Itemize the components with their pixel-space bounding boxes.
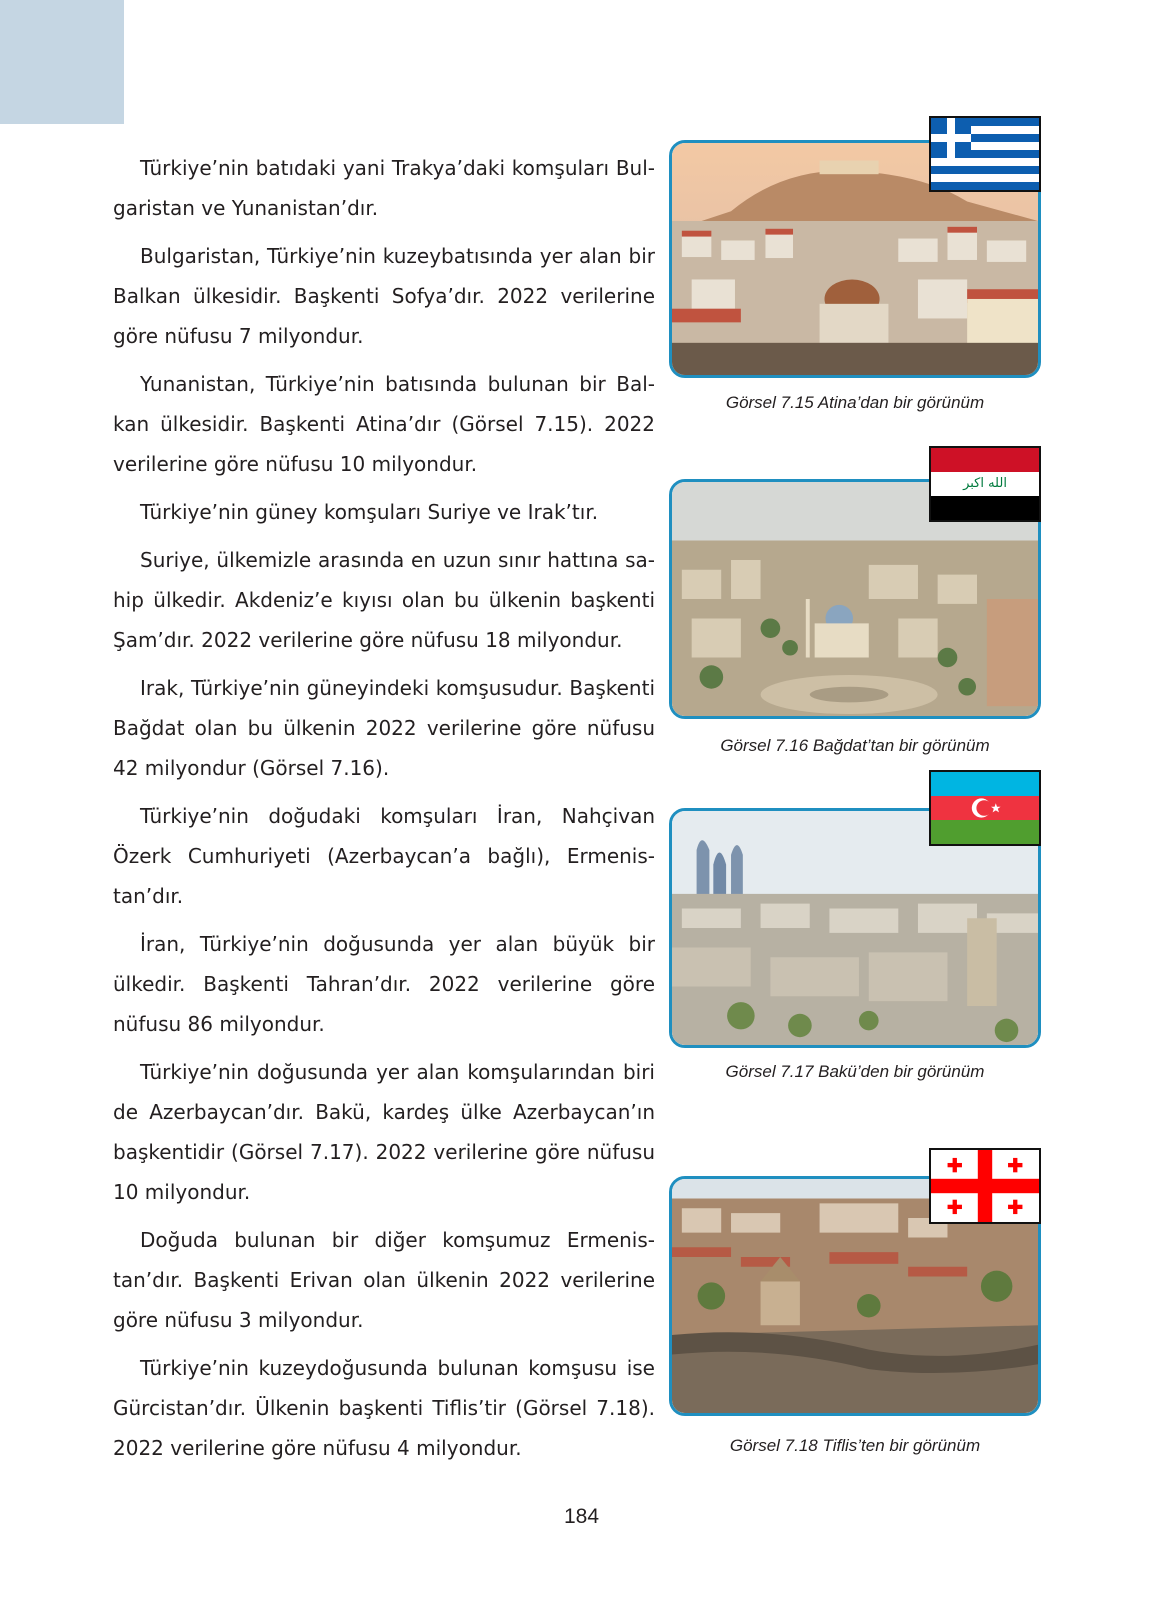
- iraq-flag-script: الله اكبر: [963, 476, 1007, 491]
- corner-tab: [0, 0, 124, 124]
- paragraph: Irak, Türkiye’nin güneyindeki komşusudur. Başkenti Bağdat olan bu ülkenin 2022 verilerine göre nüfusu 42 milyondur (Görsel 7.16).: [113, 676, 655, 780]
- paragraph: Türkiye’nin kuzeydoğusunda bulunan komşusu ise Gürcistan’dır. Ülkenin başkenti Tiflis’tir (Görsel 7.18). 2022 verilerine göre nüfusu 4 milyondur.: [113, 1356, 655, 1460]
- iraq-flag-icon: [929, 446, 1041, 522]
- figure-caption: Görsel 7.16 Bağdat’tan bir görünüm: [720, 736, 990, 755]
- azerbaijan-flag-icon: [929, 770, 1041, 846]
- figure-caption: Görsel 7.15 Atina’dan bir görünüm: [725, 393, 985, 412]
- paragraph: Türkiye’nin batıdaki yani Trakya’daki komşuları Bulgaristan ve Yunanistan’dır.: [113, 156, 655, 220]
- georgia-flag-icon: [929, 1148, 1041, 1224]
- figure-baghdad: [669, 446, 1041, 766]
- paragraph: Bulgaristan, Türkiye’nin kuzeybatısında yer alan bir Balkan ülkesidir. Başkenti Sofya’dır. 2022 verilerine göre nüfusu 7 milyondur.: [113, 244, 655, 348]
- page-number: 184: [563, 1505, 600, 1528]
- main-text: [113, 148, 655, 1476]
- paragraph: Yunanistan, Türkiye’nin batısında bulunan bir Balkan ülkesidir. Başkenti Atina’dır (Görsel 7.15). 2022 verilerine göre nüfusu 10 milyondur.: [113, 372, 655, 476]
- paragraph: İran, Türkiye’nin doğusunda yer alan büyük bir ülkedir. Başkenti Tahran’dır. 2022 verilerine göre nüfusu 86 milyondur.: [113, 932, 655, 1036]
- paragraph: Türkiye’nin doğusunda yer alan komşularından biri de Azerbaycan’dır. Bakü, kardeş ülke Azerbaycan’ın başkentidir (Görsel 7.17). 2022 verilerine göre nüfusu 10 milyondur.: [113, 1060, 655, 1204]
- figure-baku: [669, 770, 1041, 1090]
- paragraph: Türkiye’nin doğudaki komşuları İran, Nahçivan Özerk Cumhuriyeti (Azerbaycan’a bağlı), Ermenistan’dır.: [113, 804, 655, 908]
- paragraph: Suriye, ülkemizle arasında en uzun sınır hattına sahip ülkedir. Akdeniz’e kıyısı olan bu ülkenin başkenti Şam’dır. 2022 verilerine göre nüfusu 18 milyondur.: [113, 548, 655, 652]
- figure-athens: [669, 116, 1041, 421]
- figure-caption: Görsel 7.18 Tiflis’ten bir görünüm: [729, 1436, 981, 1455]
- greece-flag-icon: [929, 116, 1041, 192]
- paragraph: Doğuda bulunan bir diğer komşumuz Ermenistan’dır. Başkenti Erivan olan ülkenin 2022 verilerine göre nüfusu 3 milyondur.: [113, 1228, 655, 1332]
- figure-caption: Görsel 7.17 Bakü’den bir görünüm: [725, 1062, 985, 1081]
- paragraph: Türkiye’nin güney komşuları Suriye ve Irak’tır.: [140, 500, 599, 524]
- figure-tbilisi: [669, 1148, 1041, 1460]
